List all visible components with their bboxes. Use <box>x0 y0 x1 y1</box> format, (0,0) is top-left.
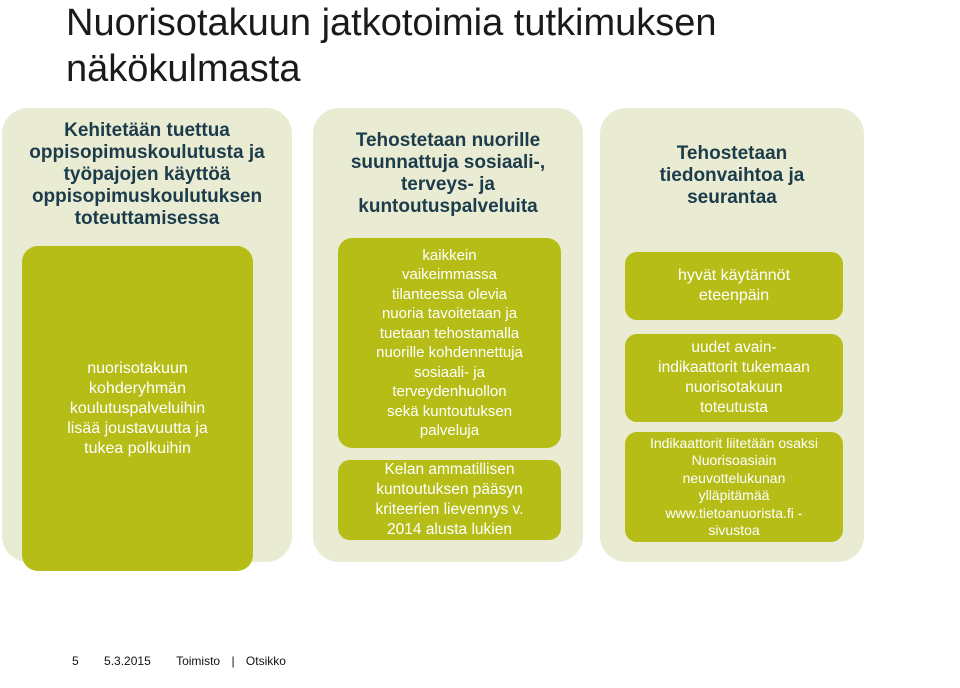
info-box-text: hyvät käytännöt eteenpäin <box>677 267 791 304</box>
footer-label: Otsikko <box>245 654 286 668</box>
slide-footer <box>72 654 286 668</box>
column-heading: Tehostetaan nuorille suunnattuja sosiaali-, terveys- ja kuntoutuspalveluita <box>350 130 546 217</box>
column-services <box>313 108 583 562</box>
footer-org: Toimisto <box>176 654 221 668</box>
footer-date: 5.3.2015 <box>104 654 151 668</box>
column-information-exchange <box>600 108 864 562</box>
info-box <box>625 432 843 542</box>
slide-title: Nuorisotakuun jatkotoimia tutkimuksen näkökulmasta <box>66 2 717 90</box>
info-box-text: uudet avain- indikaattorit tukemaan nuorisotakuun toteutusta <box>658 339 810 416</box>
info-box-text: kaikkein vaikeimmassa tilanteessa olevia nuoria tavoitetaan ja tuetaan tehostamalla nuorille kohdennettuja sosiaali- ja terveydenhuollon sekä kuntoutuksen palveluja <box>376 246 523 439</box>
column-heading: Kehitetään tuettua oppisopimuskoulutusta ja työpajojen käyttöä oppisopimuskoulutuksen toteuttamisessa <box>29 120 265 229</box>
footer-separator: | <box>231 654 235 668</box>
info-box <box>625 252 843 320</box>
info-box <box>338 460 561 540</box>
info-box <box>22 246 253 571</box>
info-box-text: nuorisotakuun kohderyhmän koulutuspalveluihin lisää joustavuutta ja tukea polkuihin <box>67 359 208 457</box>
info-box-text: Indikaattorit liitetään osaksi Nuorisoasiain neuvottelukunan ylläpitämää www.tietoanuorista.fi - sivustoa <box>649 434 819 538</box>
info-box-text: Kelan ammatillisen kuntoutuksen pääsyn kriteerien lievennys v. 2014 alusta lukien <box>375 461 524 538</box>
column-apprenticeship <box>2 108 292 562</box>
info-box <box>338 238 561 448</box>
page-number: 5 <box>72 654 79 668</box>
column-heading: Tehostetaan tiedonvaihtoa ja seurantaa <box>659 143 805 208</box>
info-box <box>625 334 843 422</box>
